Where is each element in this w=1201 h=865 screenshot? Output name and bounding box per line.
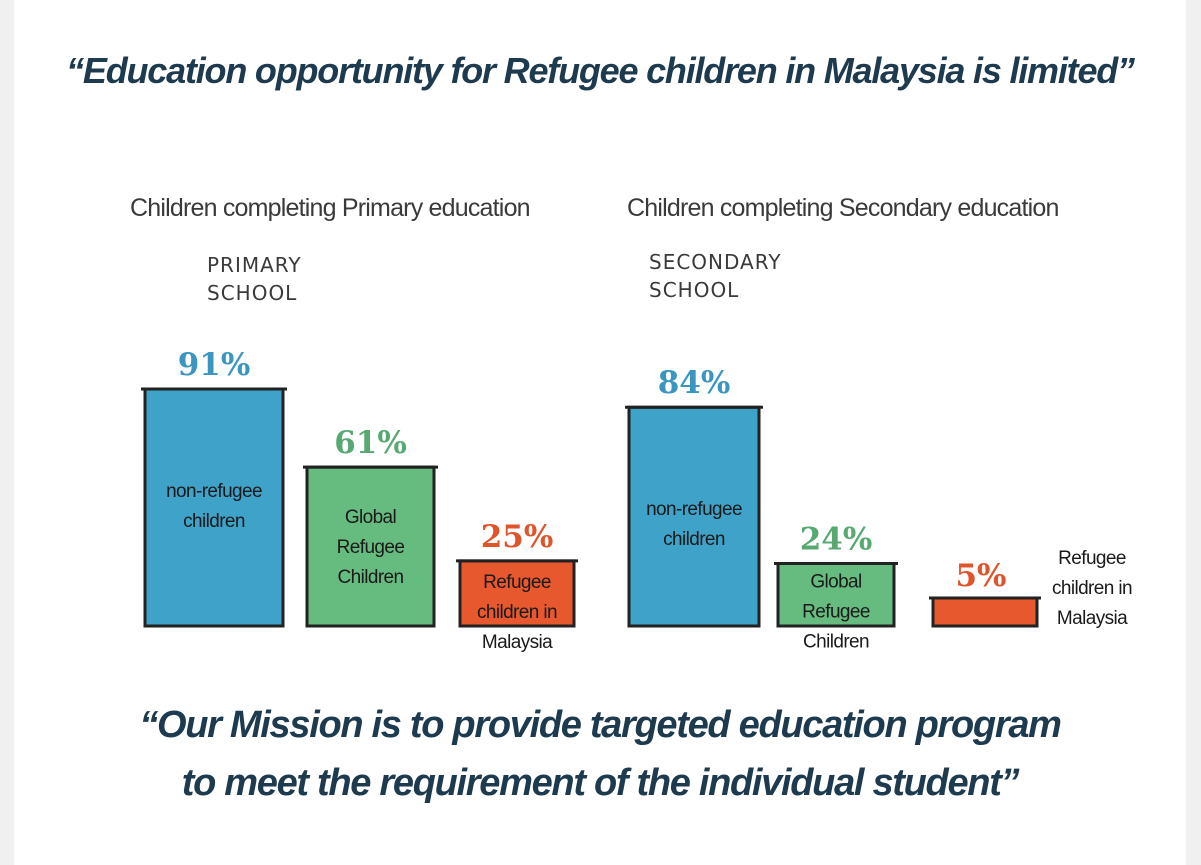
bar-category-text-primary-global-refugee: Children: [337, 567, 404, 589]
bar-secondary-malaysia-refugee: [933, 598, 1037, 626]
primary-school-label-line1: PRIMARY: [207, 253, 302, 277]
bar-category-text-secondary-global-refugee: Children: [803, 631, 869, 653]
value-label-primary-non-refugee: 91%: [177, 347, 251, 383]
secondary-school-label-line2: SCHOOL: [649, 278, 740, 302]
bar-category-text-secondary-global-refugee: Refugee: [802, 601, 870, 623]
bar-category-text-primary-global-refugee: Refugee: [336, 537, 405, 559]
primary-school-label-line2: SCHOOL: [207, 281, 298, 305]
slide: [14, 0, 1186, 865]
bar-category-text-primary-malaysia-refugee: Malaysia: [481, 631, 553, 653]
mission-line-1: “Our Mission is to provide targeted education program: [139, 704, 1061, 746]
bar-category-text-secondary-global-refugee: Global: [810, 571, 862, 593]
secondary-school-label-line1: SECONDARY: [649, 250, 782, 274]
value-label-secondary-non-refugee: 84%: [657, 365, 731, 402]
mission-statement: [14, 696, 1186, 812]
bar-category-text-primary-non-refugee: children: [183, 511, 245, 532]
mission-line-2: to meet the requirement of the individual student”: [181, 762, 1019, 804]
value-label-primary-malaysia-refugee: 25%: [480, 518, 554, 555]
bar-category-text-secondary-malaysia-refugee: children in: [1051, 578, 1133, 599]
bar-category-text-secondary-non-refugee: children: [663, 529, 725, 551]
bar-category-text-primary-global-refugee: Global: [344, 507, 397, 529]
bar-category-text-primary-malaysia-refugee: children in: [476, 601, 558, 623]
bar-category-text-primary-malaysia-refugee: Refugee: [483, 571, 551, 593]
value-label-primary-global-refugee: 61%: [334, 425, 407, 462]
bar-category-text-secondary-malaysia-refugee: Refugee: [1058, 548, 1126, 569]
primary-chart-title: Children completing Primary education: [130, 194, 530, 222]
value-label-secondary-global-refugee: 24%: [799, 521, 873, 558]
bar-category-text-secondary-malaysia-refugee: Malaysia: [1056, 608, 1128, 629]
value-label-secondary-malaysia-refugee: 5%: [955, 558, 1007, 594]
bar-primary-non-refugee: [145, 389, 283, 626]
headline: “Education opportunity for Refugee children in Malaysia is limited”: [66, 50, 1134, 91]
bar-category-text-primary-non-refugee: non-refugee: [166, 481, 262, 502]
bar-category-text-secondary-non-refugee: non-refugee: [646, 499, 742, 521]
secondary-chart-title: Children completing Secondary education: [627, 194, 1059, 222]
